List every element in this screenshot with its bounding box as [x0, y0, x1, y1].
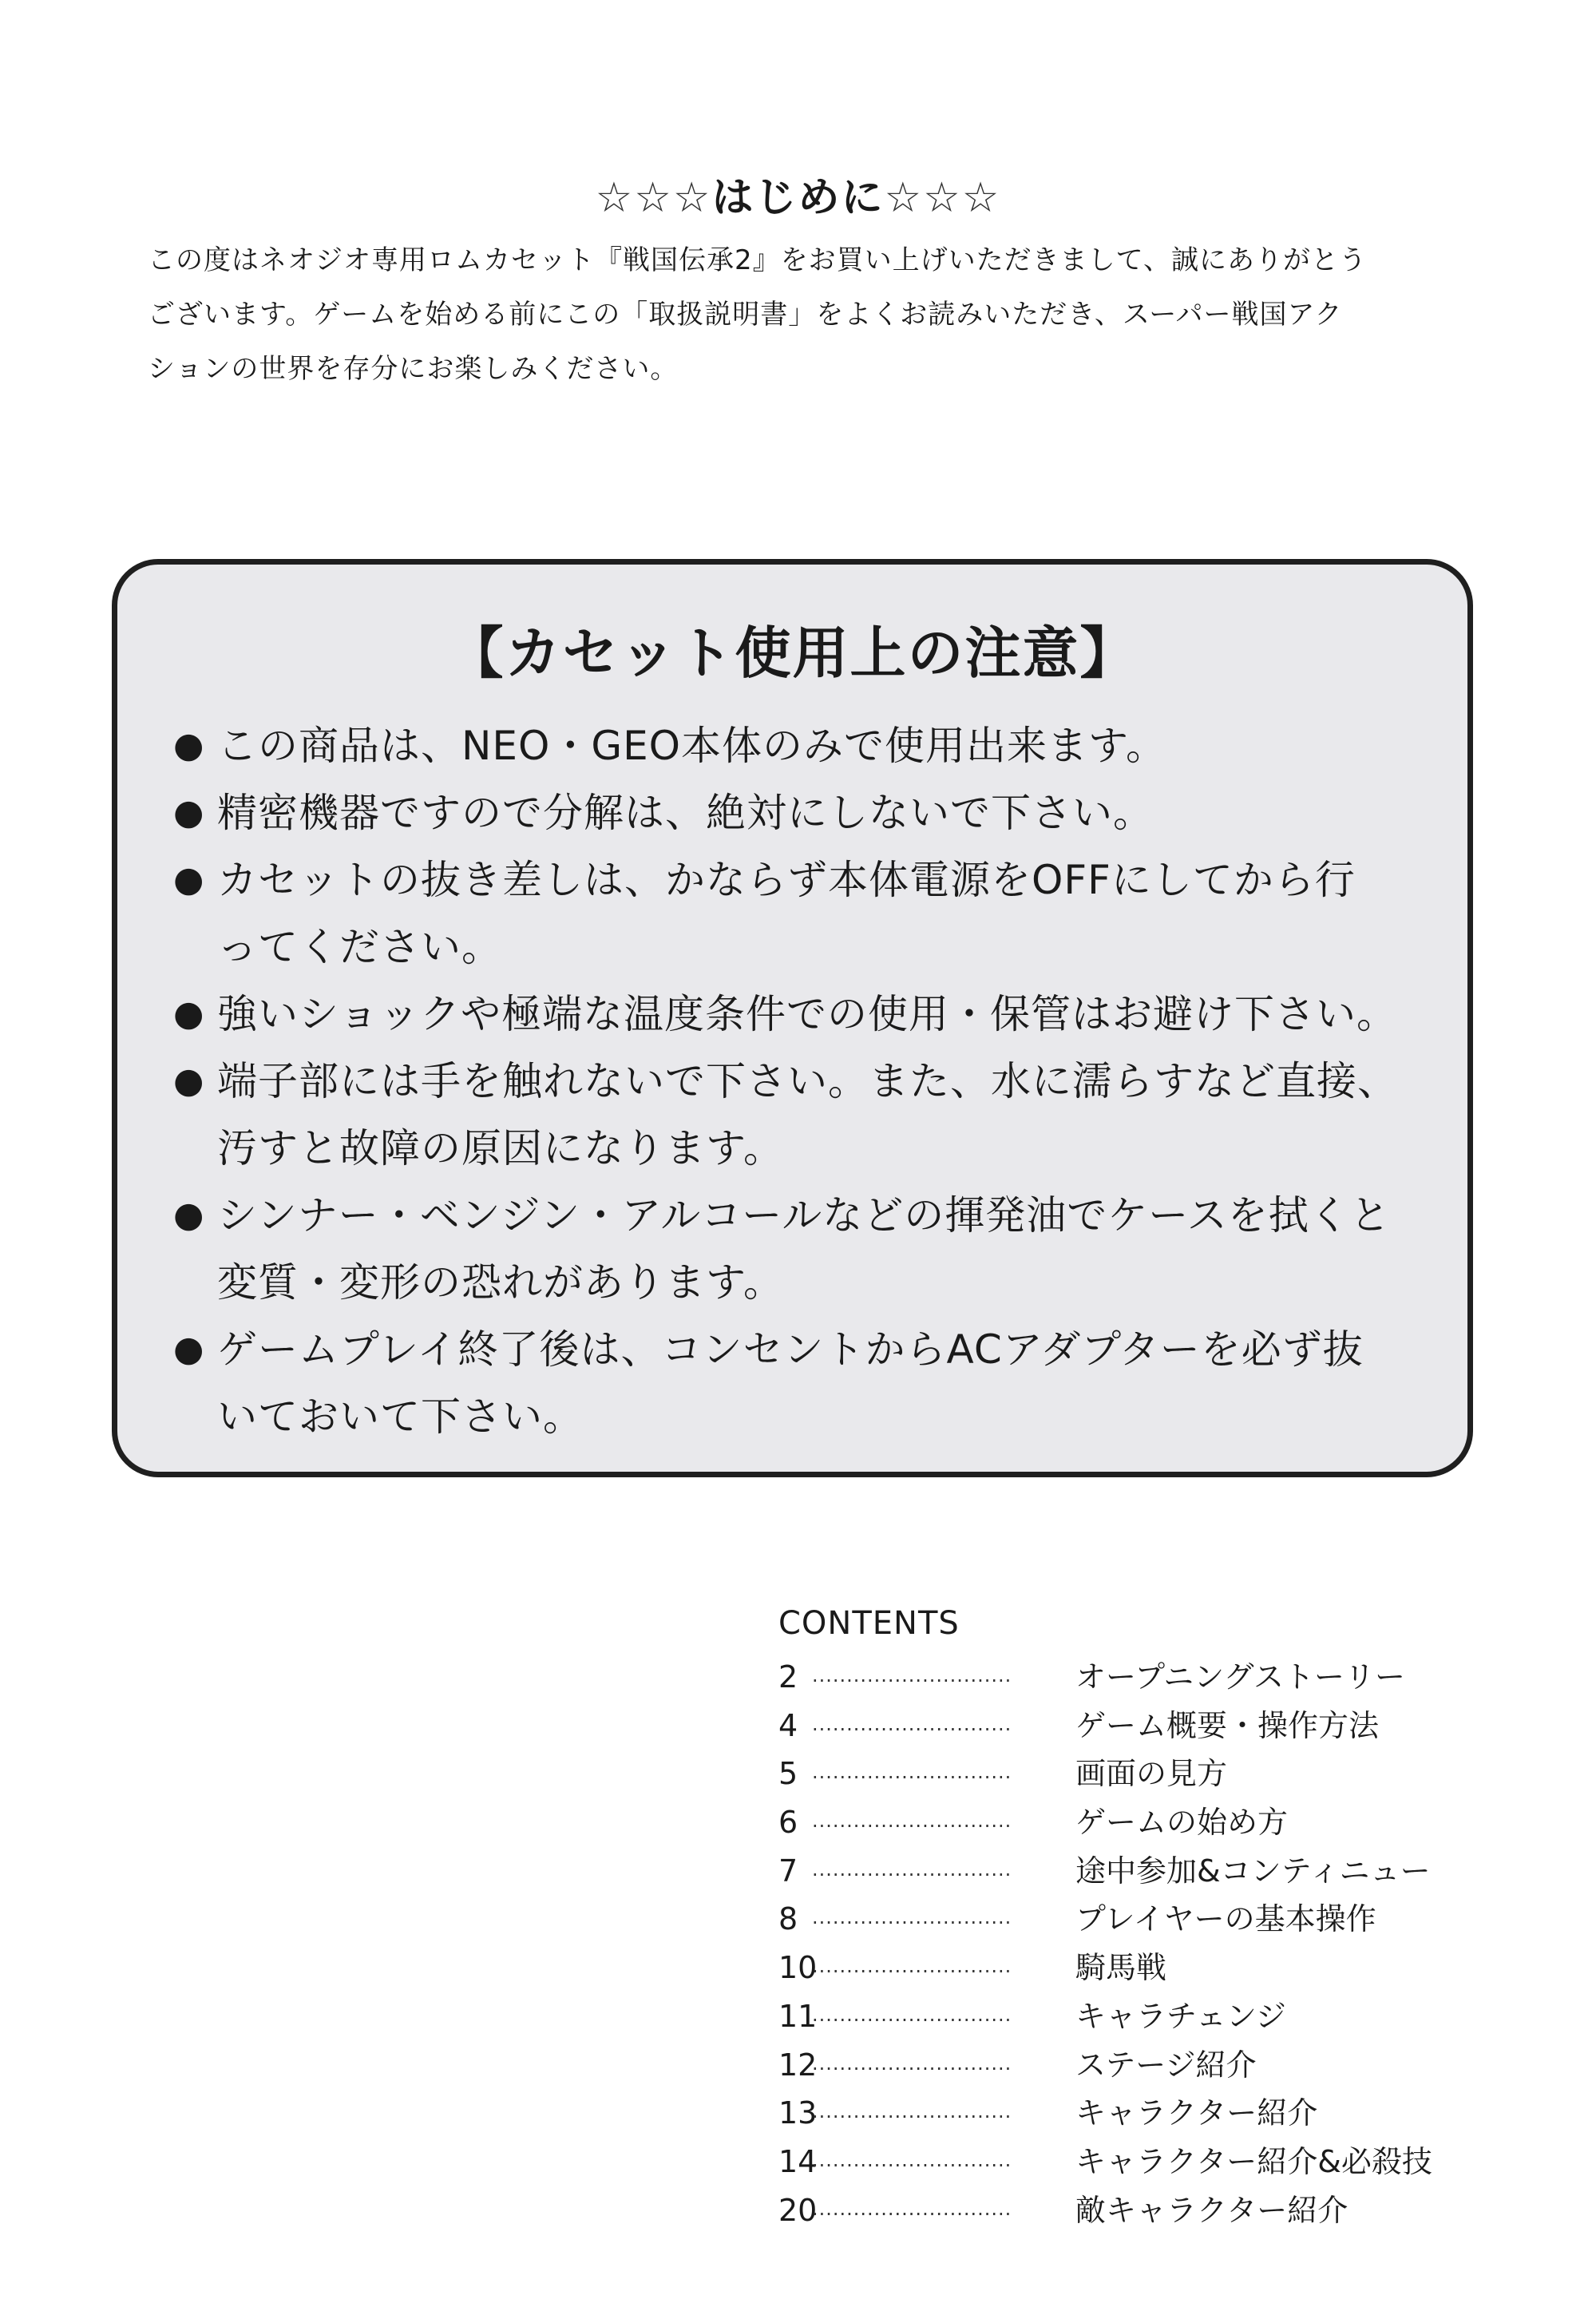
toc-entry — [778, 2040, 1497, 2089]
caution-item — [173, 1182, 1435, 1316]
toc-page-number: 6 — [778, 1805, 798, 1841]
caution-item — [173, 981, 1435, 1048]
toc-leader-dots: ····························· — [812, 2106, 1012, 2129]
toc-leader-dots: ····························· — [812, 2202, 1012, 2226]
toc-leader-dots: ····························· — [812, 1766, 1012, 1790]
toc-title: 騎馬戦 — [1075, 1950, 1167, 1986]
caution-item — [173, 846, 1435, 981]
toc-page-number: 20 — [778, 2192, 818, 2228]
toc-title: プレイヤーの基本操作 — [1075, 1901, 1376, 1937]
toc-entry — [778, 1749, 1497, 1798]
toc-entry — [778, 1701, 1497, 1750]
caution-title: 【カセット使用上の注意】 — [447, 620, 1138, 686]
bullet-icon: ● — [173, 725, 205, 766]
toc-page-number: 2 — [778, 1659, 798, 1695]
toc-entry — [778, 1943, 1497, 1992]
toc-entry — [778, 1798, 1497, 1846]
toc-page-number: 13 — [778, 2095, 818, 2131]
toc-title: ゲーム概要・操作方法 — [1075, 1707, 1380, 1743]
caution-line: 強いショックや極端な温度条件での使用・保管はお避け下さい。 — [217, 991, 1397, 1037]
contents-heading: CONTENTS — [778, 1605, 960, 1642]
toc-page-number: 8 — [778, 1901, 798, 1937]
toc-entry — [778, 1992, 1497, 2040]
caution-item — [173, 712, 1435, 779]
toc-leader-dots: ····························· — [812, 1960, 1012, 1984]
toc-entry — [778, 2186, 1497, 2234]
toc-page-number: 10 — [778, 1950, 818, 1986]
toc-title: ステージ紹介 — [1075, 2047, 1257, 2083]
toc-leader-dots: ····························· — [812, 1718, 1012, 1741]
caution-line: 汚すと故障の原因になります。 — [217, 1125, 784, 1171]
toc-entry — [778, 1894, 1497, 1943]
toc-page-number: 14 — [778, 2143, 818, 2179]
intro-title — [0, 164, 1596, 224]
caution-line: ってください。 — [217, 924, 502, 970]
bullet-icon: ● — [173, 792, 205, 833]
bullet-icon: ● — [173, 859, 205, 900]
intro-title-text: はじめに — [711, 174, 885, 222]
toc-page-number: 7 — [778, 1853, 798, 1889]
toc-leader-dots: ····························· — [812, 1863, 1012, 1886]
caution-line: ゲームプレイ終了後は、コンセントからACアダプターを必ず抜 — [217, 1326, 1364, 1373]
bullet-icon: ● — [173, 1329, 205, 1369]
toc-page-number: 4 — [778, 1707, 798, 1743]
toc-leader-dots: ····························· — [812, 2057, 1012, 2080]
toc-page-number: 12 — [778, 2047, 818, 2083]
caution-line: いておいて下さい。 — [217, 1393, 584, 1440]
caution-item — [173, 1048, 1435, 1182]
caution-line: シンナー・ベンジン・アルコールなどの揮発油でケースを拭くと — [217, 1192, 1391, 1239]
toc-title: 画面の見方 — [1075, 1756, 1228, 1792]
toc-leader-dots: ····························· — [812, 1670, 1012, 1692]
toc-leader-dots: ····························· — [812, 2154, 1012, 2177]
toc-entry — [778, 2137, 1497, 2186]
toc-title: キャラチェンジ — [1075, 1998, 1286, 2034]
star-icon-group-right: ☆☆☆ — [884, 174, 1001, 222]
toc-title: キャラクター紹介 — [1075, 2095, 1318, 2131]
caution-line: カセットの抜き差しは、かならず本体電源をOFFにしてから行 — [217, 857, 1356, 903]
toc-entry — [778, 2088, 1497, 2137]
star-icon-group-left: ☆☆☆ — [595, 174, 712, 222]
caution-line: 端子部には手を触れないで下さい。また、水に濡らすなど直接、 — [217, 1058, 1398, 1104]
toc-page-number: 5 — [778, 1756, 798, 1792]
toc-title: オープニングストーリー — [1075, 1659, 1406, 1695]
toc-title: 敵キャラクター紹介 — [1075, 2192, 1348, 2228]
toc-page-number: 11 — [778, 1998, 818, 2034]
intro-line: ございます。ゲームを始める前にこの「取扱説明書」をよくお読みいただき、スーパー戦国アク — [148, 299, 1343, 331]
toc-leader-dots: ····························· — [812, 1815, 1012, 1838]
toc-leader-dots: ····························· — [812, 2008, 1012, 2031]
toc-entry — [778, 1846, 1497, 1895]
caution-line: この商品は、NEO・GEO本体のみで使用出来ます。 — [217, 723, 1167, 769]
bullet-icon: ● — [173, 1060, 205, 1101]
caution-line: 変質・変形の恐れがあります。 — [217, 1259, 784, 1306]
toc-title: ゲームの始め方 — [1075, 1805, 1289, 1841]
bullet-icon: ● — [173, 1195, 205, 1235]
intro-paragraph — [148, 233, 1465, 396]
caution-item — [173, 779, 1435, 846]
toc-title: 途中参加&コンティニュー — [1075, 1853, 1431, 1889]
toc-title: キャラクター紹介&必殺技 — [1075, 2143, 1432, 2179]
toc-entry — [778, 1652, 1497, 1701]
bullet-icon: ● — [173, 993, 205, 1034]
intro-line: ションの世界を存分にお楽しみください。 — [148, 353, 679, 385]
table-of-contents — [778, 1601, 1497, 2234]
intro-line: この度はネオジオ専用ロムカセット『戦国伝承2』をお買い上げいただきまして、誠にありがとう — [148, 244, 1367, 276]
caution-line: 精密機器ですので分解は、絶対にしないで下さい。 — [217, 790, 1154, 836]
toc-leader-dots: ····························· — [812, 1912, 1012, 1935]
caution-item — [173, 1316, 1435, 1450]
caution-box — [112, 559, 1473, 1477]
caution-list — [173, 712, 1435, 1450]
